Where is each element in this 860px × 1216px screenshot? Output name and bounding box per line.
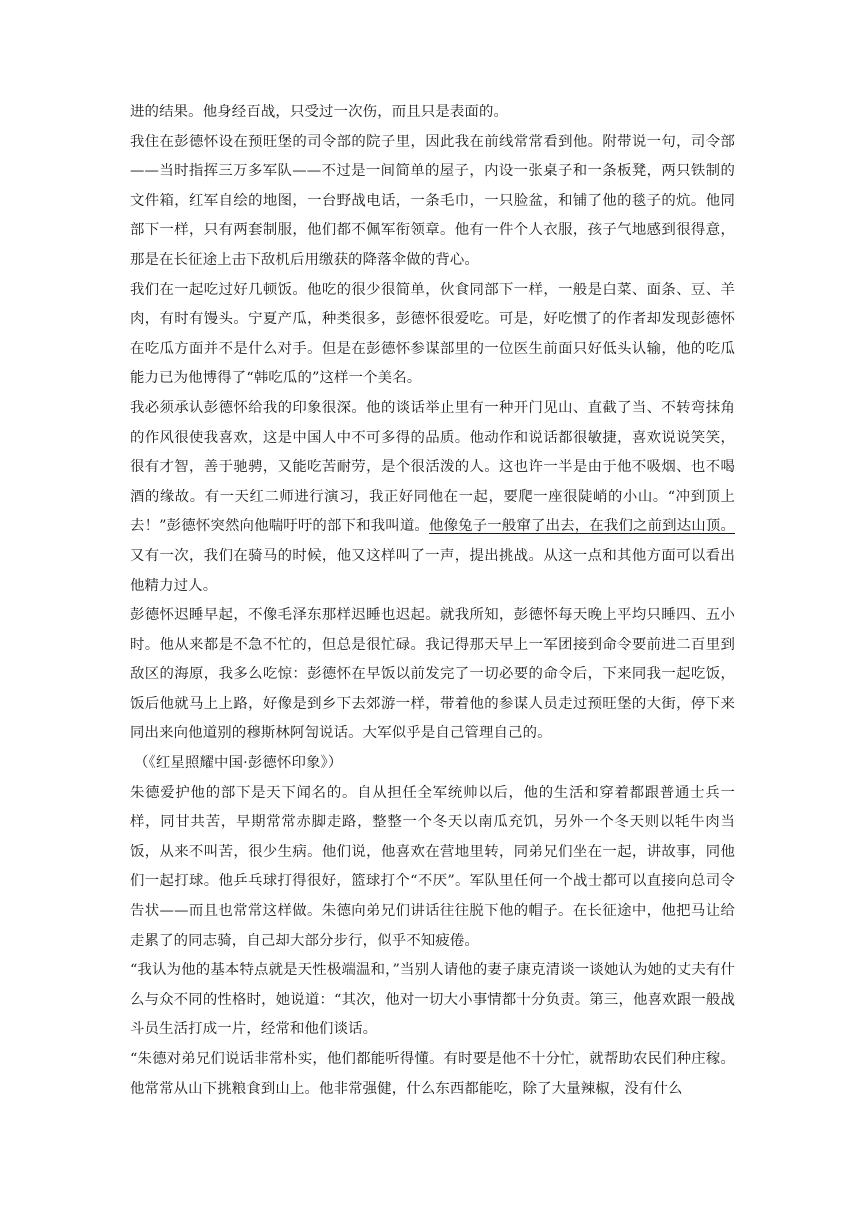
paragraph-4-text-after: 又有一次，我们在骑马的时候，他又这样叫了一声，提出挑战。从这一点和其他方面可以看出他精力过人。 <box>130 547 735 594</box>
paragraph-7: 朱德爱护他的部下是天下闻名的。自从担任全军统帅以后，他的生活和穿着都跟普通士兵一样，同甘共苦，早期常常赤脚走路，整整一个冬天以南瓜充饥，另外一个冬天则以牦牛肉当饭，从来不叫苦，很少生病。他们说，他喜欢在营地里转，同弟兄们坐在一起，讲故事，同他们一起打球。他乒乓球打得很好，篮球打个“不厌”。军队里任何一个战士都可以直接向总司令告状——而且也常常这样做。朱德向弟兄们讲话往往脱下他的帽子。在长征途中，他把马让给走累了的同志骑，自己却大部分步行，似乎不知疲倦。 <box>130 784 735 949</box>
paragraph-4 <box>130 394 735 601</box>
paragraph-9: “朱德对弟兄们说话非常朴实，他们都能听得懂。有时要是他不十分忙，就帮助农民们种庄稼。他常常从山下挑粮食到山上。他非常强健，什么东西都能吃，除了大量辣椒，没有什么 <box>130 1051 735 1097</box>
underlined-sentence: 他像兔子一般窜了出去，在我们之前到达山顶。 <box>429 518 735 535</box>
paragraph-3: 我们在一起吃过好几顿饭。他吃的很少很简单，伙食同部下一样，一般是白菜、面条、豆、羊肉，有时有馒头。宁夏产瓜，种类很多，彭德怀很爱吃。可是，好吃惯了的作者却发现彭德怀在吃瓜方面并不是什么对手。但是在彭德怀参谋部里的一位医生前面只好低头认输，他的吃瓜能力已为他博得了“韩吃瓜的”这样一个美名。 <box>130 281 735 387</box>
paragraph-8: “我认为他的基本特点就是天性极端温和，”当别人请他的妻子康克清谈一谈她认为她的丈夫有什么与众不同的性格时，她说道：“其次，他对一切大小事情都十分负责。第三，他喜欢跟一般战斗员生活打成一片，经常和他们谈话。 <box>130 962 735 1038</box>
paragraph-5: 彭德怀迟睡早起，不像毛泽东那样迟睡也迟起。就我所知，彭德怀每天晚上平均只睡四、五小时。他从来都是不急不忙的，但总是很忙碌。我记得那天早上一军团接到命令要前进二百里到敌区的海原，我多么吃惊：彭德怀在早饭以前发完了一切必要的命令后，下来同我一起吃饭，饭后他就马上上路，好像是到乡下去郊游一样，带着他的参谋人员走过预旺堡的大街，停下来同出来向他道别的穆斯林阿訇说话。大军似乎是自己管理自己的。 <box>130 607 735 742</box>
paragraph-4-text-before: 我必须承认彭德怀给我的印象很深。他的谈话举止里有一种开门见山、直截了当、不转弯抹角的作风很使我喜欢，这是中国人中不可多得的品质。他动作和说话都很敏捷，喜欢说说笑笑，很有才智，善于驰骋，又能吃苦耐劳，是个很活泼的人。这也许一半是由于他不吸烟、也不喝酒的缘故。有一天红二师进行演习，我正好同他在一起，要爬一座很陡峭的小山。“冲到顶上去！”彭德怀突然向他喘吁吁的部下和我叫道。 <box>130 399 735 535</box>
paragraph-2: 我住在彭德怀设在预旺堡的司令部的院子里，因此我在前线常常看到他。附带说一句，司令部——当时指挥三万多军队——不过是一间简单的屋子，内设一张桌子和一条板凳，两只铁制的文件箱，红军自绘的地图，一台野战电话，一条毛巾，一只脸盆，和铺了他的毯子的炕。他同部下一样，只有两套制服，他们都不佩军衔领章。他有一件个人衣服，孩子气地感到很得意，那是在长征途上击下敌机后用缴获的降落伞做的背心。 <box>130 133 735 268</box>
source-citation: （《红星照耀中国·彭德怀印象》） <box>134 755 343 772</box>
paragraph-1: 进的结果。他身经百战，只受过一次伤，而且只是表面的。 <box>130 104 509 120</box>
document-page <box>130 98 735 1104</box>
